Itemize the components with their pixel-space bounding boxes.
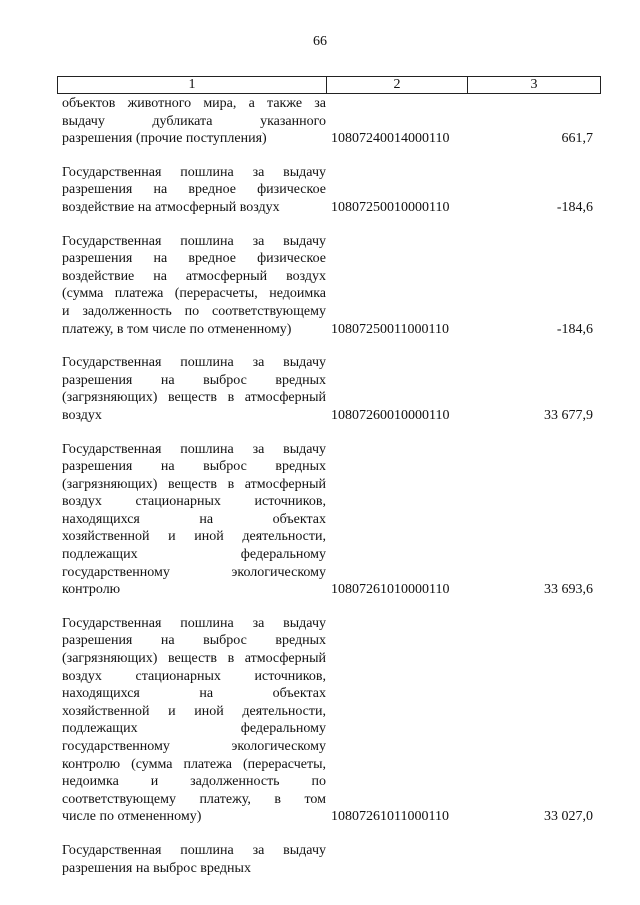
description-line: находящихся на объектах — [62, 686, 326, 702]
table-row — [57, 615, 601, 826]
description-line: подлежащих федеральному — [62, 721, 326, 737]
description-line: Государственная пошлина за выдачу — [62, 842, 326, 858]
row-description — [57, 164, 326, 217]
description-line: разрешения на выброс вредных — [62, 860, 251, 876]
description-line: разрешения на выброс вредных — [62, 633, 326, 649]
row-code: 10807250011000110 — [331, 321, 449, 337]
description-line: Государственная пошлина за выдачу — [62, 441, 326, 457]
table-header — [57, 76, 601, 94]
description-line: хозяйственной и иной деятельности, — [62, 703, 326, 719]
table-row — [57, 354, 601, 424]
description-line: воздух стационарных источников, — [62, 494, 326, 510]
description-line: государственному экологическому — [62, 739, 326, 754]
description-line: недоимка и задолженность по — [62, 774, 326, 790]
row-description — [57, 233, 326, 339]
description-line: (сумма платежа (перерасчеты, недоимка — [62, 286, 326, 302]
row-code: 10807240014000110 — [331, 131, 450, 147]
description-line: платежу, в том числе по отмененному) — [62, 321, 292, 337]
description-line: разрешения на выброс вредных — [62, 459, 326, 475]
row-amount: 33 677,9 — [544, 407, 593, 423]
table-row — [57, 95, 601, 148]
row-code: 10807260010000110 — [331, 407, 450, 423]
description-line: разрешения на вредное физическое — [62, 182, 326, 198]
column-header-2: 2 — [327, 77, 468, 93]
row-description — [57, 95, 326, 148]
description-line: контролю — [62, 582, 121, 598]
row-amount: 33 027,0 — [544, 809, 593, 825]
description-line: разрешения на выброс вредных — [62, 372, 326, 388]
description-line: Государственная пошлина за выдачу — [62, 164, 326, 180]
row-amount: 33 693,6 — [544, 582, 593, 598]
description-line: государственному экологическому — [62, 564, 326, 580]
column-header-3: 3 — [530, 77, 538, 92]
row-amount: -184,6 — [556, 321, 593, 337]
row-amount: 661,7 — [561, 131, 593, 147]
description-line: Государственная пошлина за выдачу — [62, 233, 326, 249]
description-line: контролю (сумма платежа (перерасчеты, — [62, 756, 326, 772]
description-line: (загрязняющих) веществ в атмосферный — [62, 390, 326, 406]
description-line: (загрязняющих) веществ в атмосферный — [62, 476, 326, 492]
description-line: разрешения на вредное физическое — [62, 251, 326, 267]
table-body — [57, 95, 601, 877]
row-description — [57, 354, 326, 424]
description-line: и задолженность по соответствующему — [62, 303, 326, 319]
row-description — [57, 615, 326, 826]
row-description — [57, 842, 326, 877]
table-row — [57, 164, 601, 217]
description-line: подлежащих федеральному — [62, 547, 326, 563]
table-row — [57, 441, 601, 599]
description-line: объектов животного мира, а также за — [62, 96, 326, 111]
description-line: числе по отмененному) — [62, 809, 202, 825]
table-row — [57, 842, 601, 877]
description-line: находящихся на объектах — [62, 511, 326, 527]
description-line: воздействие на атмосферный воздух — [62, 199, 280, 215]
column-header-1: 1 — [58, 77, 327, 93]
row-code: 10807261010000110 — [331, 582, 450, 598]
description-line: воздух стационарных источников, — [62, 668, 326, 684]
description-line: воздействие на атмосферный воздух — [62, 268, 326, 284]
row-code: 10807250010000110 — [331, 199, 450, 215]
description-line: выдачу дубликата указанного — [62, 113, 326, 129]
row-code: 10807261011000110 — [331, 809, 449, 825]
table-row — [57, 233, 601, 339]
description-line: хозяйственной и иной деятельности, — [62, 529, 326, 545]
description-line: разрешения (прочие поступления) — [62, 131, 267, 147]
row-amount: -184,6 — [556, 199, 593, 215]
row-description — [57, 441, 326, 599]
description-line: воздух — [62, 407, 102, 423]
page-number: 66 — [313, 34, 327, 49]
description-line: соответствующему платежу, в том — [62, 791, 326, 807]
description-line: Государственная пошлина за выдачу — [62, 355, 326, 371]
description-line: (загрязняющих) веществ в атмосферный — [62, 651, 326, 667]
description-line: Государственная пошлина за выдачу — [62, 615, 326, 631]
